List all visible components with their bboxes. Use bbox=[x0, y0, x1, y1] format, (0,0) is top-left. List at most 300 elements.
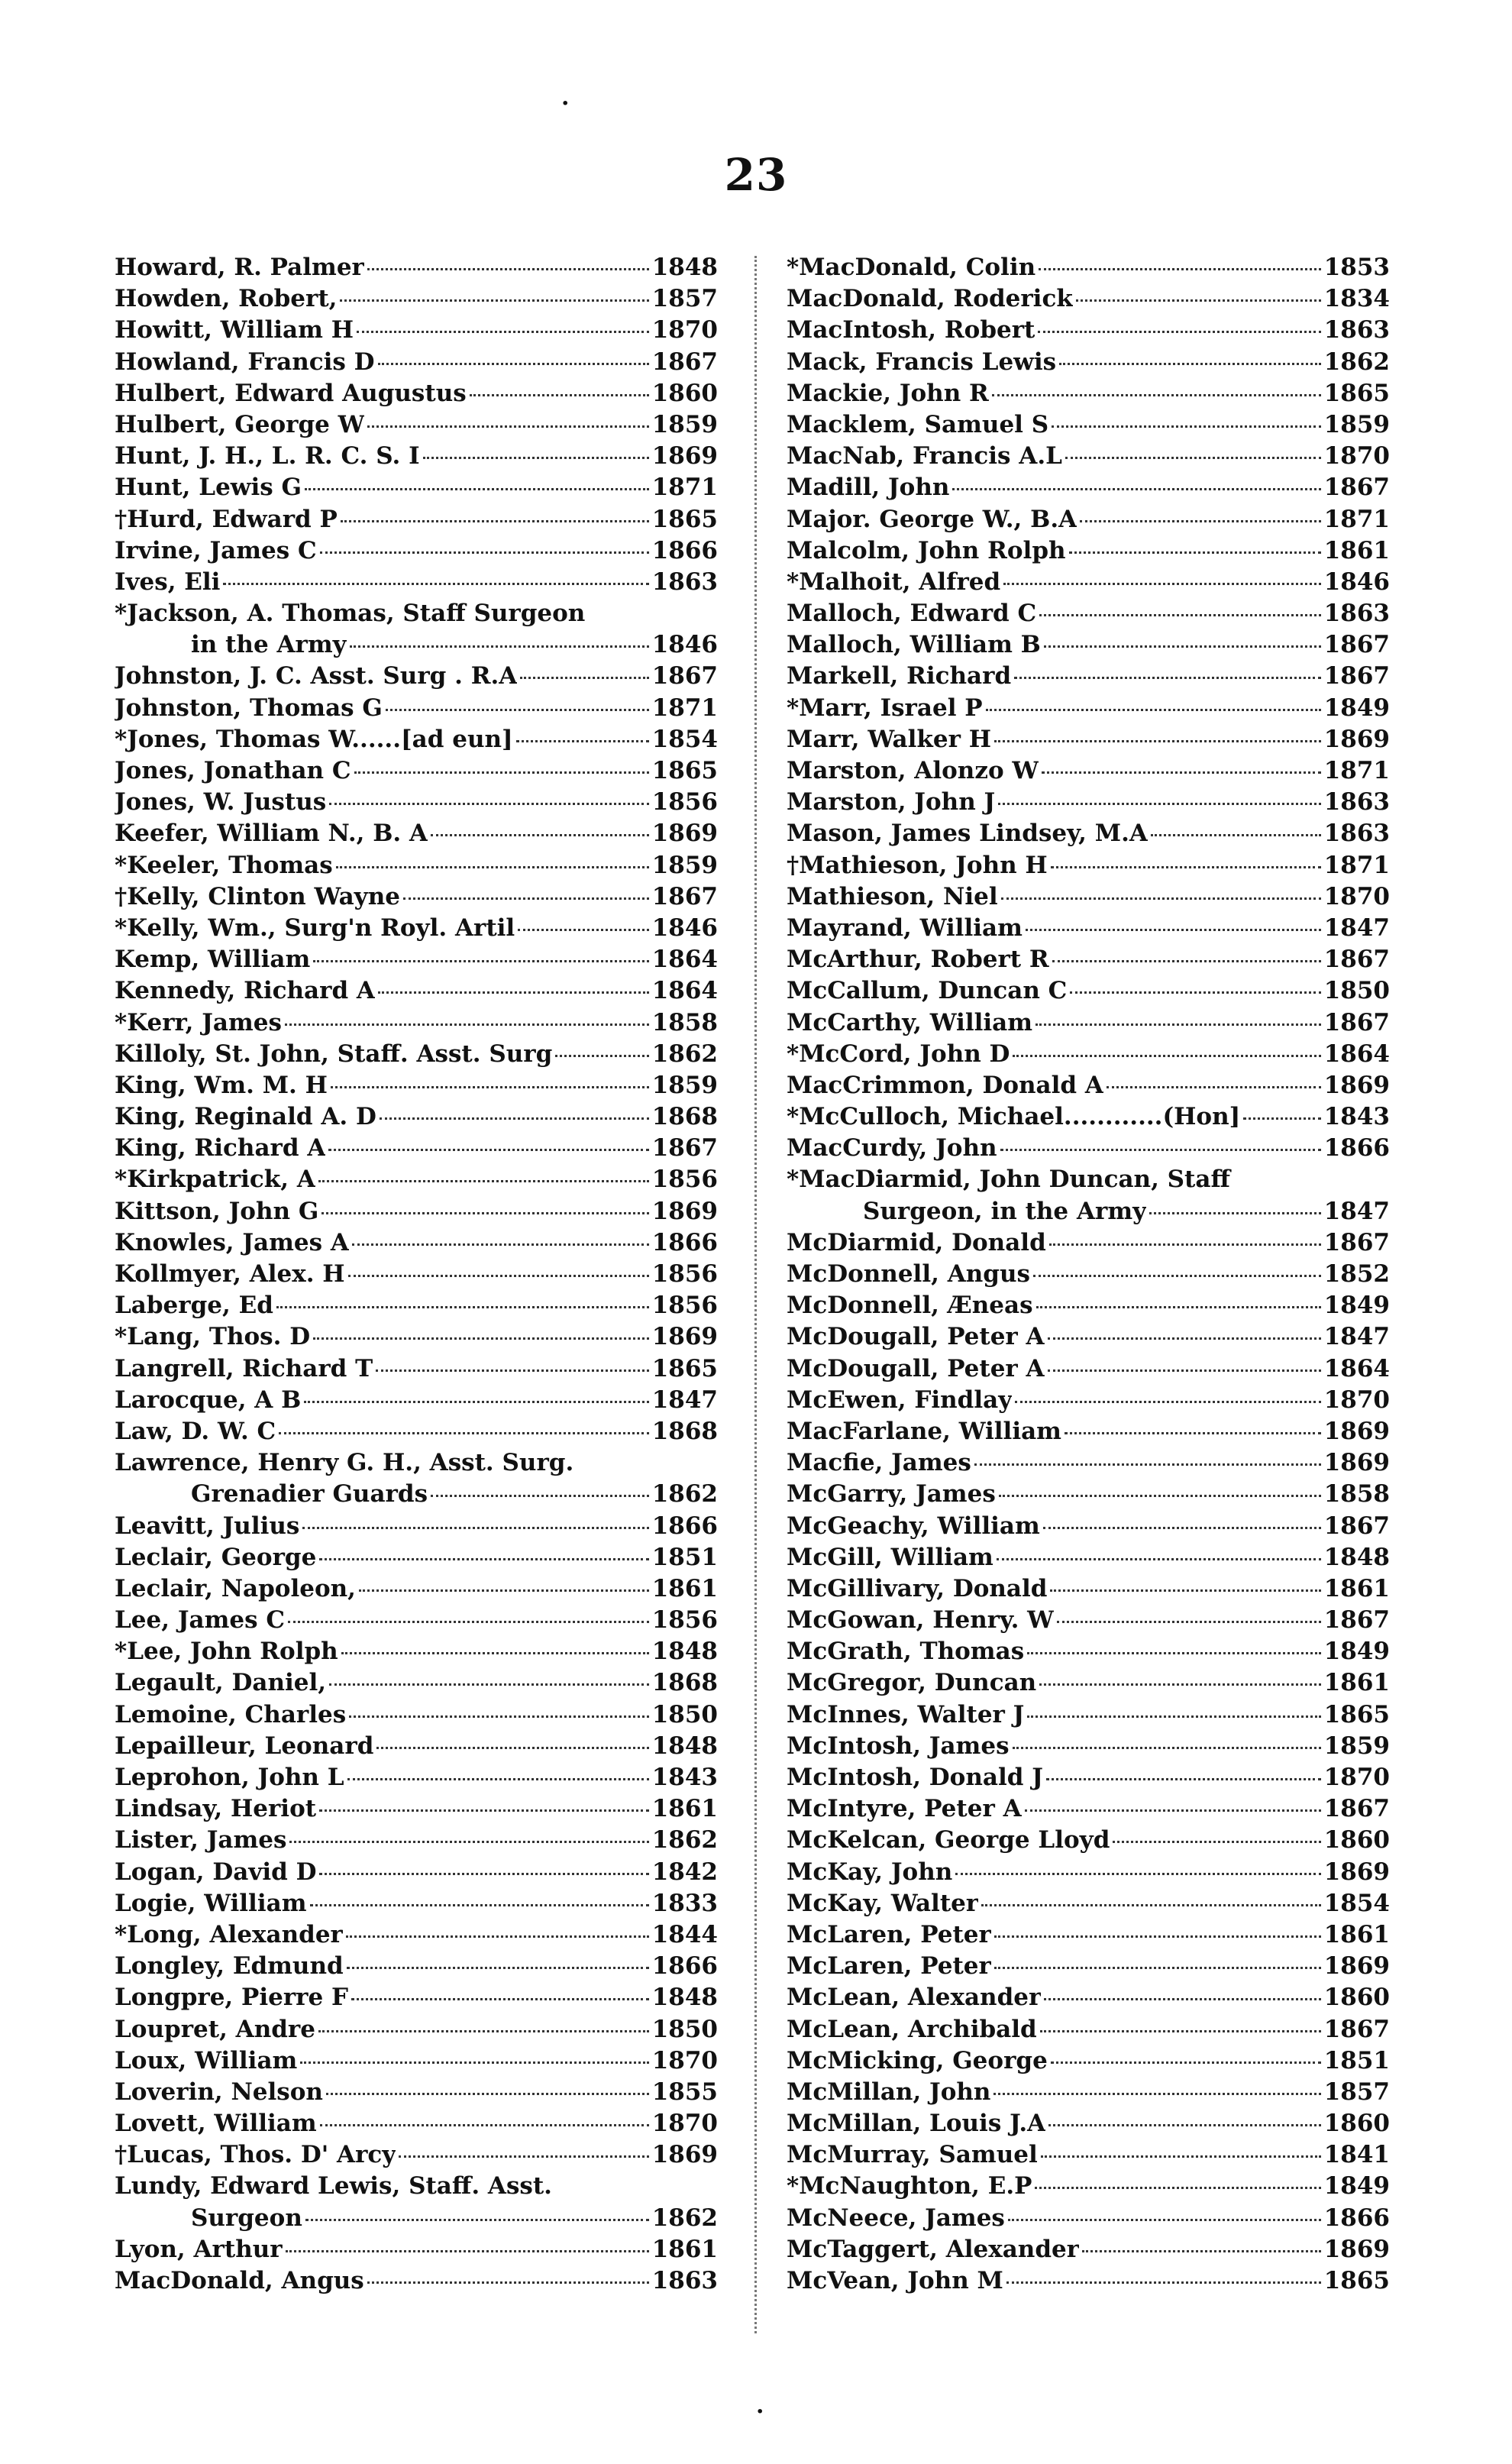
register-entry bbox=[787, 472, 1390, 503]
entry-name: Macfie, James bbox=[787, 1449, 971, 1477]
entry-name: Lyon, Arthur bbox=[115, 2235, 283, 2263]
register-entry bbox=[787, 1636, 1390, 1667]
entry-year: 1871 bbox=[1323, 757, 1390, 784]
entry-year: 1864 bbox=[1323, 1354, 1390, 1382]
entry-name: McGrath, Thomas bbox=[787, 1638, 1025, 1666]
register-entry bbox=[115, 409, 718, 441]
entry-year: 1869 bbox=[1323, 1449, 1390, 1477]
leader-dots bbox=[1065, 457, 1321, 459]
entry-year: 1859 bbox=[1323, 1732, 1390, 1760]
entry-name: †Mathieson, John H bbox=[787, 851, 1048, 879]
entry-name: McDonnell, Æneas bbox=[787, 1292, 1033, 1320]
entry-year: 1856 bbox=[651, 1606, 718, 1635]
register-entry bbox=[115, 378, 718, 409]
register-entry bbox=[787, 1919, 1390, 1951]
register-entry bbox=[787, 1699, 1390, 1731]
register-entry bbox=[787, 347, 1390, 378]
entry-year: 1849 bbox=[1323, 2172, 1390, 2200]
leader-dots bbox=[994, 740, 1321, 742]
leader-dots bbox=[1051, 2061, 1321, 2064]
entry-name: McGowan, Henry. W bbox=[787, 1606, 1054, 1635]
entry-name: Keefer, William N., B. A bbox=[115, 820, 428, 848]
entry-year: 1854 bbox=[651, 725, 718, 753]
entry-name: McLean, Archibald bbox=[787, 2015, 1037, 2043]
register-entry bbox=[115, 818, 718, 849]
register-entry bbox=[115, 1542, 718, 1573]
entry-name: Mathieson, Niel bbox=[787, 882, 998, 910]
entry-name: Legault, Daniel, bbox=[115, 1669, 327, 1697]
register-entry bbox=[115, 2265, 718, 2297]
entry-name: McDougall, Peter A bbox=[787, 1354, 1045, 1382]
entry-name: †Kelly, Clinton Wayne bbox=[115, 882, 400, 910]
entry-year: 1862 bbox=[651, 1480, 718, 1508]
entry-year: 1869 bbox=[651, 1197, 718, 1225]
register-entry bbox=[115, 1353, 718, 1385]
leader-dots bbox=[518, 929, 649, 931]
entry-name: Lawrence, Henry G. H., Asst. Surg. bbox=[115, 1449, 574, 1477]
entry-year: 1869 bbox=[651, 2141, 718, 2169]
register-entry bbox=[115, 693, 718, 724]
entry-name: King, Reginald A. D bbox=[115, 1103, 376, 1131]
entry-name: Lindsay, Heriot bbox=[115, 1795, 317, 1823]
entry-name: Mason, James Lindsey, M.A bbox=[787, 820, 1148, 848]
entry-year: 1865 bbox=[1323, 379, 1390, 407]
leader-dots bbox=[1001, 897, 1321, 900]
register-entry bbox=[115, 1321, 718, 1353]
entry-name: Kemp, William bbox=[115, 946, 311, 974]
register-entry bbox=[115, 2108, 718, 2139]
entry-year: 1870 bbox=[1323, 442, 1390, 470]
entry-name: Howitt, William H bbox=[115, 316, 354, 344]
leader-dots bbox=[470, 394, 649, 396]
entry-name: MacCurdy, John bbox=[787, 1134, 997, 1162]
entry-name: Leclair, Napoleon, bbox=[115, 1574, 356, 1602]
register-entry bbox=[115, 535, 718, 567]
leader-dots bbox=[1052, 960, 1321, 962]
leader-dots bbox=[974, 1463, 1321, 1466]
leader-dots bbox=[999, 1495, 1321, 1497]
register-entry bbox=[115, 1762, 718, 1793]
register-entry bbox=[115, 2014, 718, 2045]
entry-year: 1865 bbox=[1323, 2267, 1390, 2294]
leader-dots bbox=[329, 1683, 649, 1686]
entry-name: Marr, Walker H bbox=[787, 725, 991, 753]
entry-year: 1862 bbox=[651, 2204, 718, 2232]
register-entry bbox=[787, 2203, 1390, 2234]
entry-name: Marston, John J bbox=[787, 788, 996, 816]
register-entry bbox=[115, 1385, 718, 1416]
register-entry bbox=[115, 1479, 718, 1510]
entry-name: *Marr, Israel P bbox=[787, 694, 983, 722]
leader-dots bbox=[341, 520, 649, 522]
leader-dots bbox=[320, 551, 649, 554]
leader-dots bbox=[1035, 1023, 1321, 1026]
leader-dots bbox=[1046, 1778, 1321, 1780]
leader-dots bbox=[304, 1401, 648, 1403]
register-entry bbox=[115, 1164, 718, 1195]
leader-dots bbox=[431, 834, 649, 836]
entry-name: Lister, James bbox=[115, 1826, 287, 1854]
entry-name: McLean, Alexander bbox=[787, 1984, 1042, 2012]
entry-name: Lepailleur, Leonard bbox=[115, 1732, 374, 1760]
entry-year: 1867 bbox=[651, 662, 718, 690]
left-column bbox=[115, 252, 718, 2297]
entry-name: McMurray, Samuel bbox=[787, 2141, 1038, 2169]
entry-name: McGarry, James bbox=[787, 1480, 996, 1508]
entry-name: McNeece, James bbox=[787, 2204, 1005, 2232]
leader-dots bbox=[386, 709, 649, 711]
entry-name: Leavitt, Julius bbox=[115, 1512, 300, 1540]
entry-year: 1849 bbox=[1323, 1292, 1390, 1320]
entry-year: 1863 bbox=[1323, 316, 1390, 344]
leader-dots bbox=[1051, 866, 1321, 868]
entry-name: Marston, Alonzo W bbox=[787, 757, 1039, 784]
register-entry bbox=[787, 913, 1390, 944]
entry-name: Madill, John bbox=[787, 474, 950, 502]
register-entry bbox=[115, 1196, 718, 1227]
register-entry bbox=[115, 724, 718, 755]
entry-name: McTaggert, Alexander bbox=[787, 2235, 1080, 2263]
entry-year: 1866 bbox=[651, 1512, 718, 1540]
column-divider bbox=[754, 256, 757, 2333]
leader-dots bbox=[981, 1904, 1321, 1906]
entry-year: 1848 bbox=[651, 1638, 718, 1666]
entry-name: MacCrimmon, Donald A bbox=[787, 1071, 1103, 1099]
register-entry bbox=[787, 1762, 1390, 1793]
register-entry bbox=[787, 1982, 1390, 2013]
entry-name: Lemoine, Charles bbox=[115, 1700, 347, 1728]
register-entry bbox=[115, 1039, 718, 1070]
leader-dots bbox=[318, 1180, 649, 1182]
leader-dots bbox=[1041, 2155, 1321, 2158]
leader-dots bbox=[347, 1967, 649, 1969]
entry-name: *McCulloch, Michael............(Hon] bbox=[787, 1103, 1241, 1131]
leader-dots bbox=[997, 1558, 1321, 1560]
entry-name: McCarthy, William bbox=[787, 1008, 1033, 1036]
entry-name: Mackie, John R bbox=[787, 379, 989, 407]
entry-year: 1851 bbox=[1323, 2046, 1390, 2074]
entry-name: Loupret, Andre bbox=[115, 2015, 315, 2043]
leader-dots bbox=[1040, 2030, 1321, 2032]
leader-dots bbox=[1052, 425, 1321, 428]
entry-year: 1868 bbox=[651, 1103, 718, 1131]
entry-name: Ives, Eli bbox=[115, 567, 221, 596]
entry-name: McVean, John M bbox=[787, 2267, 1003, 2294]
entry-name: in the Army bbox=[191, 631, 347, 659]
entry-name: Surgeon, in the Army bbox=[863, 1197, 1147, 1225]
entry-year: 1853 bbox=[1323, 254, 1390, 281]
entry-name: Lundy, Edward Lewis, Staff. Asst. bbox=[115, 2172, 552, 2200]
entry-name: MacDonald, Angus bbox=[115, 2267, 364, 2294]
register-entry bbox=[787, 1542, 1390, 1573]
entry-name: Surgeon bbox=[191, 2204, 302, 2232]
register-entry bbox=[115, 2045, 718, 2077]
register-entry bbox=[787, 1793, 1390, 1825]
entry-year: 1866 bbox=[1323, 2204, 1390, 2232]
leader-dots bbox=[1038, 331, 1320, 333]
entry-year: 1847 bbox=[1323, 913, 1390, 942]
entry-name: Loux, William bbox=[115, 2046, 298, 2074]
register-entry bbox=[787, 504, 1390, 535]
entry-name: *Lang, Thos. D bbox=[115, 1323, 311, 1351]
register-entry bbox=[787, 1133, 1390, 1164]
leader-dots bbox=[431, 1495, 649, 1497]
entry-name: McEwen, Findlay bbox=[787, 1386, 1013, 1414]
entry-year: 1870 bbox=[651, 316, 718, 344]
leader-dots bbox=[1000, 1149, 1321, 1151]
register-entry bbox=[115, 1699, 718, 1731]
register-entry bbox=[787, 1731, 1390, 1762]
register-entry bbox=[115, 504, 718, 535]
entry-year: 1868 bbox=[651, 1669, 718, 1697]
leader-dots bbox=[380, 1117, 649, 1120]
entry-year: 1857 bbox=[651, 285, 718, 313]
leader-dots bbox=[321, 1212, 648, 1214]
leader-dots bbox=[349, 1715, 649, 1718]
leader-dots bbox=[1049, 1243, 1321, 1246]
register-entry bbox=[787, 1007, 1390, 1039]
entry-name: Mack, Francis Lewis bbox=[787, 348, 1057, 376]
entry-name: Howard, R. Palmer bbox=[115, 254, 364, 281]
entry-year: 1841 bbox=[1323, 2141, 1390, 2169]
register-entry bbox=[115, 1667, 718, 1699]
register-entry bbox=[787, 1321, 1390, 1353]
entry-year: 1863 bbox=[1323, 600, 1390, 628]
entry-name: *Kelly, Wm., Surg'n Royl. Artil bbox=[115, 913, 515, 942]
entry-name: McInnes, Walter J bbox=[787, 1700, 1025, 1728]
entry-year: 1862 bbox=[1323, 348, 1390, 376]
register-entry bbox=[787, 2077, 1390, 2108]
leader-dots bbox=[998, 803, 1321, 805]
entry-name: McDiarmid, Donald bbox=[787, 1228, 1046, 1256]
register-entry bbox=[787, 850, 1390, 881]
entry-year: 1847 bbox=[651, 1386, 718, 1414]
register-entry bbox=[787, 535, 1390, 567]
entry-year: 1846 bbox=[651, 631, 718, 659]
entry-name: McLaren, Peter bbox=[787, 1920, 991, 1948]
entry-name: McIntyre, Peter A bbox=[787, 1795, 1022, 1823]
entry-year: 1859 bbox=[651, 410, 718, 438]
entry-year: 1865 bbox=[651, 505, 718, 533]
entry-name: †Lucas, Thos. D' Arcy bbox=[115, 2141, 396, 2169]
entry-year: 1856 bbox=[651, 1166, 718, 1194]
entry-year: 1869 bbox=[1323, 1858, 1390, 1886]
entry-name: McIntosh, James bbox=[787, 1732, 1010, 1760]
register-entry bbox=[115, 2171, 718, 2202]
entry-name: McArthur, Robert R bbox=[787, 946, 1049, 974]
register-entry bbox=[115, 1731, 718, 1762]
leader-dots bbox=[1027, 1715, 1320, 1718]
leader-dots bbox=[955, 1873, 1320, 1875]
leader-dots bbox=[993, 2093, 1320, 2095]
entry-year: 1863 bbox=[1323, 820, 1390, 848]
leader-dots bbox=[1069, 551, 1321, 554]
entry-year: 1834 bbox=[1323, 285, 1390, 313]
entry-name: Kollmyer, Alex. H bbox=[115, 1260, 345, 1288]
entry-name: Logan, David D bbox=[115, 1858, 317, 1886]
entry-name: MacDonald, Roderick bbox=[787, 285, 1073, 313]
leader-dots bbox=[1043, 1527, 1321, 1529]
register-entry bbox=[787, 944, 1390, 975]
entry-name: *Jackson, A. Thomas, Staff Surgeon bbox=[115, 600, 586, 628]
leader-dots bbox=[520, 677, 648, 679]
entry-name: †Hurd, Edward P bbox=[115, 505, 338, 533]
register-entry bbox=[787, 818, 1390, 849]
register-entry bbox=[115, 661, 718, 692]
entry-year: 1867 bbox=[1323, 1606, 1390, 1635]
entry-year: 1858 bbox=[1323, 1480, 1390, 1508]
leader-dots bbox=[320, 2124, 649, 2126]
entry-year: 1866 bbox=[1323, 1134, 1390, 1162]
entry-name: Larocque, A B bbox=[115, 1386, 302, 1414]
entry-year: 1867 bbox=[1323, 1008, 1390, 1036]
leader-dots bbox=[994, 1967, 1321, 1969]
entry-year: 1856 bbox=[651, 1260, 718, 1288]
leader-dots bbox=[378, 991, 649, 994]
register-entry bbox=[787, 724, 1390, 755]
entry-name: McGregor, Duncan bbox=[787, 1669, 1037, 1697]
leader-dots bbox=[1008, 2219, 1321, 2221]
register-entry bbox=[115, 1888, 718, 1919]
entry-name: Logie, William bbox=[115, 1889, 307, 1917]
leader-dots bbox=[348, 1275, 649, 1277]
register-entry bbox=[115, 755, 718, 787]
leader-dots bbox=[286, 2250, 649, 2252]
leader-dots bbox=[305, 2219, 649, 2221]
register-entry bbox=[787, 1039, 1390, 1070]
entry-year: 1846 bbox=[651, 913, 718, 942]
entry-year: 1865 bbox=[651, 757, 718, 784]
register-entry bbox=[115, 347, 718, 378]
entry-name: Jones, W. Justus bbox=[115, 788, 327, 816]
register-entry bbox=[787, 1857, 1390, 1888]
entry-year: 1871 bbox=[651, 474, 718, 502]
leader-dots bbox=[347, 1778, 649, 1780]
entry-year: 1855 bbox=[651, 2078, 718, 2106]
entry-year: 1867 bbox=[1323, 946, 1390, 974]
leader-dots bbox=[1059, 363, 1321, 365]
leader-dots bbox=[319, 1809, 649, 1812]
leader-dots bbox=[992, 394, 1321, 396]
entry-year: 1864 bbox=[651, 946, 718, 974]
register-entry bbox=[787, 1290, 1390, 1321]
leader-dots bbox=[350, 645, 649, 648]
register-entry bbox=[115, 975, 718, 1007]
register-entry bbox=[115, 2077, 718, 2108]
register-entry bbox=[115, 944, 718, 975]
register-entry bbox=[787, 1951, 1390, 1982]
register-entry bbox=[115, 441, 718, 472]
leader-dots bbox=[1039, 614, 1321, 616]
entry-year: 1869 bbox=[651, 820, 718, 848]
register-entry bbox=[787, 2171, 1390, 2202]
entry-name: *Kirkpatrick, A bbox=[115, 1166, 315, 1194]
entry-name: Lee, James C bbox=[115, 1606, 286, 1635]
leader-dots bbox=[357, 331, 649, 333]
entry-year: 1863 bbox=[651, 2267, 718, 2294]
entry-year: 1863 bbox=[1323, 788, 1390, 816]
leader-dots bbox=[318, 2030, 649, 2032]
register-entry bbox=[787, 2045, 1390, 2077]
leader-dots bbox=[1243, 1117, 1320, 1120]
leader-dots bbox=[1048, 1337, 1321, 1340]
leader-dots bbox=[305, 488, 649, 490]
register-entry bbox=[787, 1101, 1390, 1133]
entry-year: 1865 bbox=[651, 1354, 718, 1382]
entry-name: Markell, Richard bbox=[787, 662, 1012, 690]
entry-year: 1833 bbox=[651, 1889, 718, 1917]
entry-year: 1871 bbox=[651, 694, 718, 722]
leader-dots bbox=[1082, 2250, 1321, 2252]
entry-year: 1849 bbox=[1323, 1638, 1390, 1666]
leader-dots bbox=[1015, 1401, 1320, 1403]
entry-year: 1858 bbox=[651, 1008, 718, 1036]
entry-name: Langrell, Richard T bbox=[115, 1354, 373, 1382]
entry-year: 1850 bbox=[651, 1700, 718, 1728]
register-entry bbox=[787, 1605, 1390, 1636]
leader-dots bbox=[341, 1652, 649, 1654]
entry-name: *Long, Alexander bbox=[115, 1920, 343, 1948]
entry-name: McDonnell, Angus bbox=[787, 1260, 1030, 1288]
leader-dots bbox=[1033, 1275, 1321, 1277]
register-entry bbox=[115, 1007, 718, 1039]
leader-dots bbox=[346, 1935, 649, 1938]
register-entry bbox=[787, 1667, 1390, 1699]
entry-year: 1857 bbox=[1323, 2078, 1390, 2106]
entry-name: Longpre, Pierre F bbox=[115, 1984, 349, 2012]
entry-year: 1860 bbox=[1323, 1984, 1390, 2012]
leader-dots bbox=[1080, 520, 1321, 522]
leader-dots bbox=[1044, 1998, 1320, 2000]
stray-dot: · bbox=[756, 2398, 764, 2425]
register-entry bbox=[787, 787, 1390, 818]
register-entry bbox=[115, 1573, 718, 1605]
register-entry bbox=[115, 472, 718, 503]
entry-year: 1867 bbox=[1323, 631, 1390, 659]
leader-dots bbox=[354, 771, 649, 774]
entry-year: 1861 bbox=[1323, 1669, 1390, 1697]
register-entry bbox=[115, 2139, 718, 2171]
entry-name: Irvine, James C bbox=[115, 536, 317, 564]
register-entry bbox=[787, 1070, 1390, 1101]
register-entry bbox=[115, 913, 718, 944]
entry-name: Leprohon, John L bbox=[115, 1764, 344, 1791]
register-entry bbox=[787, 2108, 1390, 2139]
leader-dots bbox=[516, 740, 649, 742]
register-entry bbox=[115, 1793, 718, 1825]
register-entry bbox=[115, 1227, 718, 1259]
entry-year: 1870 bbox=[1323, 1386, 1390, 1414]
register-entry bbox=[115, 1951, 718, 1982]
leader-dots bbox=[1013, 1055, 1320, 1057]
entry-name: *Lee, John Rolph bbox=[115, 1638, 338, 1666]
register-entry bbox=[115, 567, 718, 598]
entry-name: *Keeler, Thomas bbox=[115, 851, 333, 879]
register-entry bbox=[115, 787, 718, 818]
entry-name: Howland, Francis D bbox=[115, 348, 375, 376]
entry-year: 1847 bbox=[1323, 1197, 1390, 1225]
leader-dots bbox=[952, 488, 1320, 490]
register-entry bbox=[787, 755, 1390, 787]
entry-year: 1867 bbox=[1323, 1512, 1390, 1540]
register-entry bbox=[787, 283, 1390, 315]
entry-name: Mayrand, William bbox=[787, 913, 1023, 942]
entry-name: *McNaughton, E.P bbox=[787, 2172, 1032, 2200]
entry-year: 1860 bbox=[1323, 1826, 1390, 1854]
leader-dots bbox=[1014, 677, 1321, 679]
entry-year: 1869 bbox=[1323, 1071, 1390, 1099]
entry-year: 1860 bbox=[1323, 2110, 1390, 2138]
